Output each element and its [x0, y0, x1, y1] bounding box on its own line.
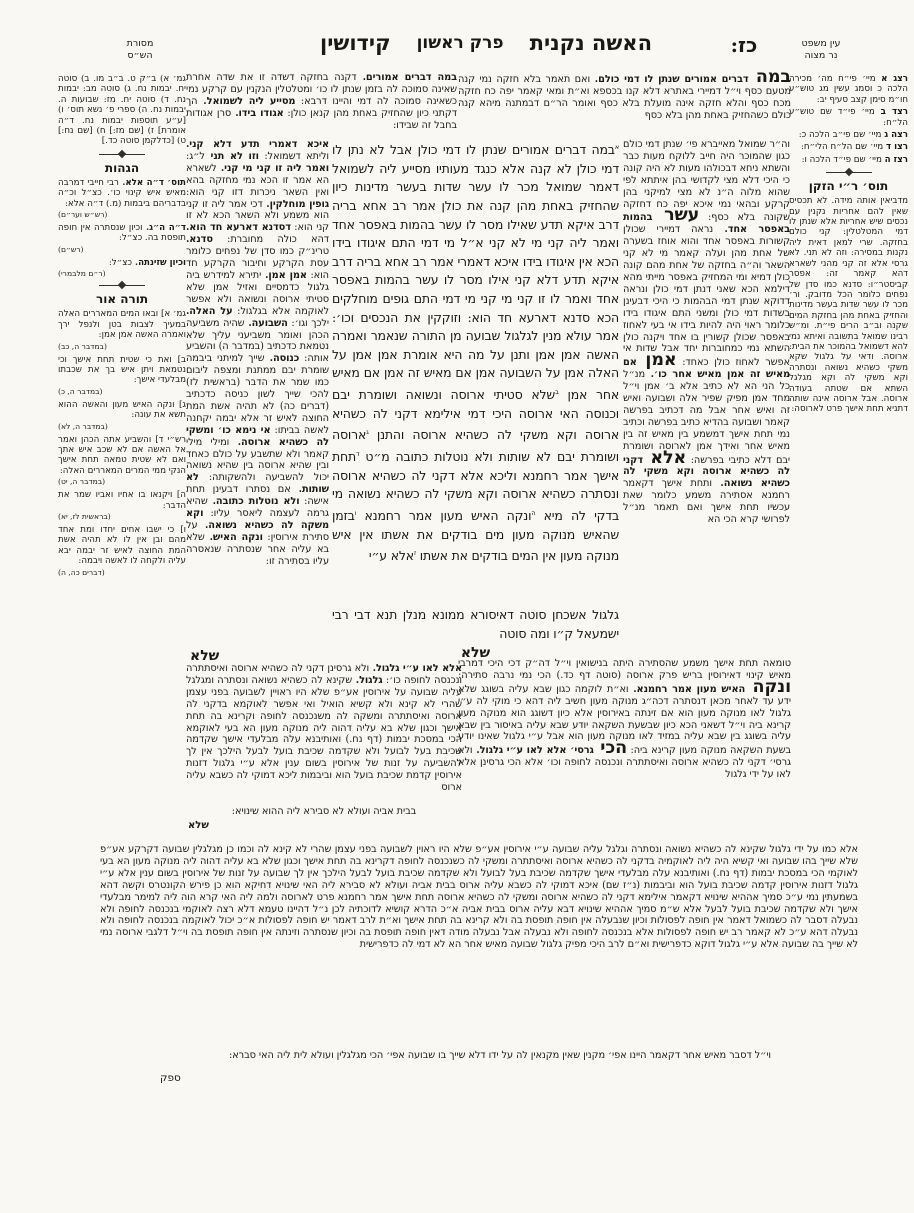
- ein-mishpat-entry: [789, 107, 908, 128]
- rashi-last-line: בבית אביה ועולא לא סבירא ליה ההוא שינויא:: [231, 806, 417, 817]
- torah-or-entry: [58, 400, 186, 431]
- torah-or-entry: [58, 490, 186, 521]
- ein-mishpat-entry: [789, 155, 908, 165]
- gemara-catchword: שלא: [460, 645, 491, 661]
- hagahot-item: [58, 223, 186, 254]
- divider-ornament: [99, 285, 145, 286]
- torah-or-entry: [58, 525, 186, 577]
- ein-mishpat-ref: רצז ה: [884, 154, 908, 165]
- ein-mishpat-text: מיי׳ פי״ד שם טוש״ע הל״ח:: [789, 107, 908, 128]
- torah-or-source: (בראשית לז, יא): [58, 511, 111, 521]
- tosafot-ri-hazaken-text: מדביאין אותה מידה. לא תכסיס שאין להם אחריות נקנין עם נכסים שיש אחריות אלא שנתן לו דמי המטלטלין: קני כולם בחזקה. שרי למאן דאית ליה נקנות במסירה: וזה לא תני. לא גרסי אלא זה קני מהני לשארא דהא קאמר זה: אפסר קביסטר״ו: סדנא כמו סדן של נפחים כלומר הכל מדובק. ור׳ מכר לו עשר שדות בעשר מדינות והחזיק באחת מהן בחזקת המים שקנה וב״ב הרים פי״ת. ומ״ש רבינו שמואל בתשובה ואיתא נמי להא דשמואל בהמוכר את הבית: ארוסה. ודאי על גלגול שקא משקי כשהיא נשואה ונסתרה וקא משקי לה וקא מגלגל השתא אם שטתה בעודה ארוסה. אבל ארוסה אינה שותה דתניא תחת אישך פרט לארוסה:: [789, 196, 908, 415]
- page-catchword: ספק: [160, 1072, 181, 1084]
- torah-or-source: (דברים כה, ה): [58, 567, 105, 577]
- tosafot-narrow-column: וה״ר שמואל מאייברא פי׳ שנתן דמי כולם כגון שהמוכר היה חייב ללוקח מעות כבר והשתא ניחא דבכולהו מעות לא היה קונה כי היכי דלא מצי לקדושי בהן איתתא לפי שהוא מלוה ה״נ לא מצי למיקני בהן קרקע ובהאי נמי איכא יפה כח דחזקה שקונה בלא כסף: עשר בהמות באפסר אחד. נראה דמיירי שכולן קשורות באפסר אחד והוא אוחז בשערה של אחת מהן ועלה קאמר מי לא קני השאר וה״ה בחזקה של אחת מהם קונה כולן דמיא ומי המחזיק באפסר מייתי מהא דילמא הכא שאני דנתן דמי כולן ונראה דדוקא שנתן דמי הבהמות כי היכי דבעינן בשדות דמי כולן ומשני התם איגודו בידו כלומר ראוי היה להיות בידו אי בעי לאחוז באפסר שכולן קשורין בו אחד ויקנה כולן השתא נמי כמחוברות יחד אבל שדות אי אפשר לאחוז כולן כאחד: אמן אם מאיש זה אמן מאיש אחר כו׳. מנ״ל כל הני הא לא כתיב אלא ב׳ אמן וי״ל מחד אמן מפיק שפיר אלה ושבועה ואיש זה ואיש אחר אבל מה דכתיב בפרשה קאמר ושבועה בהדיא כתיב בפרשה וכתיב נמי תחת אישך דמשמע בין מאיש זה בין מאיש אחר ואידך אמן לארוסה ושומרת יבם דלא כתיבי בפרשה: אלא דקני לה כשהיא ארוסה וקא משקי לה כשהיא נשואה. ותחת אישך דקאמר רחמנא אסתירה משמע כלומר שאת עכשיו תחת אישך ואם תאמר מנ״ל לפרושי קרא הכי הא: [623, 139, 790, 526]
- mesoret-hashas-text: גמ׳ א) ב״ק ט. ב״ב מו. ב) סוטה יח. יבמות נח. ג) סוטה מב: יבמות נח. ד) סוטה יח. מז: שבועות ה. יבמות נח. ה) ספרי פ׳ נשא תוס׳ ו) [ע״ע תוספות יבמות נח. ד״ה אומרת] ז) [שם מז:] ח) [שם נח:] ט) [כדלקמן סוטה כד.]: [58, 74, 186, 147]
- mesoret-hashas-label: [114, 38, 166, 61]
- ein-mishpat-text: מיי׳ פי״ח מה׳ מכירה הלכה כ וסמג עשין מג טוש״ע חו״מ סימן קצב סעיף יב:: [789, 74, 908, 105]
- hagahot-item: [58, 178, 186, 219]
- hagahot-item-text: ד״ה ה״ג. וכיון שנסתרה אין חופה תופסת בה. כצ״ל:: [58, 223, 186, 244]
- left-margin-column: [58, 74, 186, 774]
- torah-or-verse: גמ׳ א] ובאו המים המאררים האלה במעיך לצבות בטן ולנפל ירך ואמרה האשה אמן אמן:: [58, 309, 186, 341]
- torah-or-verse: ב] ואת כי שטית תחת אישך וכי נטמאת ויתן איש בך את שכבתו מבלעדי אישך:: [58, 354, 186, 386]
- torah-or-source: (במדבר ה, יט): [58, 477, 106, 487]
- ein-mishpat-entry: [789, 130, 908, 140]
- hagahot-item-source: (ר״ם מלבמרי): [58, 269, 106, 279]
- ein-mishpat-text: מיי׳ שם הל״ח הלי״ח:: [800, 142, 884, 153]
- rashi-catchword: שלא: [188, 820, 209, 831]
- hagahot-item-text: וכיון שזינתה. כצ״ל:: [108, 257, 186, 268]
- bottom-commentary-block: אלא כמו על ידי גלגול שקינא לה כשהיא נשואה ונסתרה וגלגל עליה שבועה ע״י אירוסין אע״פ שלא היו ראוין לשבועה בפני עצמן שהרי לא קינא לה וכמו כן מגלגלין שבועה דקרקע אע״פ שלא שייך בהו שבועה ואי קשיא היה ליה לאוקמיה בדקני לה כשהיא ארוסה ואיסתתרה ומשקי לה כשנכנסה לחופה דקרינא בה תחת אישך וכגון שלא בא עליה דהוה ליה מנוקה מעון הא בעי לאוקמי הכי במסכת יבמות (דף נח.) ואותיבנא עלה מבלעדי אישך שקדמה שכיבת בעל לבועל ולא שקדמה שכיבת בועל לבעל הילכך אין לך שבועה על זנות של אירוסין בשום ענין אלא ע״י גלגול דזנות אירוסין קדמה שכיבת בועל הוא וביבמות (נ״ז שם) איכא דמוקי לה כשבא עליה ארוס בבית אביה ועולא לא סבירא ליה האי שינויא דחיקא הוא כן פירש הקונטרס וקשה דהא בשמעתין נמי ע״כ סמיך אההיא שינויא דקאמר אילימא דקני לה כשהיא ארוסה ומשקי לה כשהיא ארוסה תחת אישך אמר רחמנא פרט לארוסה ולמה ליה האי קרא הוה ליה למימר מבלעדי אישך ולא שקדמה שכיבת בועל לבעל אלא ש״מ סמיך אההיא שינויא דבא עליה ארוס בבית אביה א״כ הדרא קושיא לדוכתיה לכן נ״ל דהיינו טעמא דלא רצה לאוקמי בנכנסה לחופה ולא נבעלה דסבר לה כשמואל דאמר אין חופה לפסולות וכיון שנבעלה אין חופה תופסת בה ולא קרינא בה תחת אישך וא״ת לרב דאמר יש חופה לפסולות א״כ יכול לאוקמה בנכנסה לחופה ולא נבעלה דהא ע״כ לא קאמר רב יש חופה לפסולות אלא בנכנסה לחופה ולא נבעלה אבל נבעלה מודה דאין חופה תופסת בה וכיון שנסתרה וזינתה אין חופה תופסת בה וי״ל דלגבי ארוסה נמי לא שייך בה שבועה אלא ע״י גלגול דוקא כדפרישית וא״ם לרב היכי מפיק גלגול שבועה מאיש אחר הא לא דמי לה כדפרישית: [100, 844, 858, 951]
- rashi-bottom-wide: אלא לאו ע״י גלגול. ולא גרסינן דקני לה כשהיא ארוסה ואיסתתרה ונכנסה לחופה כו׳: גלגול. שקינא לה כשהיא נשואה ונסתרה ומגלגל עליה שבועה על אירוסין אע״פ שלא היו ראויין לשבועה בפני עצמן שהרי לא קינא ולא קשיא הואיל ואי אפשר לאוקמא בדקני לה ארוסה ואיסתתרה ומשקה לה משנכנסה לחופה וקרינא בה תחת אישך וכגון שלא בא עליה דהוה ליה מנוקה מעון הא בעי לאוקמא הכי במסכת יבמות (דף נח.) ואותיבנא עלה מבלעדי אישך שקדמה שכיבת בעל לבועל ולא שקדמה שכיבת בועל לבעל הילכך אין לך להשביעה על זנות של אירוסין בשום ענין אלא ע״י גלגול דזנות אירוסין קדמת שכיבת בועל הוא וביבמות ליכא דמוקי לה כשבא עליה ארוס: [186, 663, 462, 794]
- torah-or-verse: ו] כי ישבו אחים יחדו ומת אחד מהם ובן אין לו לא תהיה אשת המת החוצה לאיש זר יבמה יבא עליה ולקחה לו לאשה ויבמה:: [58, 524, 186, 567]
- gemara-text-end: גלגול אשכחן סוטה דאיסורא ממונא מנלן תנא דבי רבי ישמעאל ק״ו ומה סוטה: [332, 607, 619, 641]
- ein-mishpat-ref: רצד ב: [880, 107, 908, 118]
- ein-mishpat-text: מיי׳ שם פי״ד הלכה ו:: [801, 154, 882, 165]
- daf-number: כז:: [730, 33, 758, 57]
- masechet-name: קידושין: [320, 30, 391, 55]
- ein-mishpat-ref: רצה ג: [884, 130, 908, 141]
- ein-mishpat-label-line1: עין משפט: [801, 38, 841, 49]
- ein-mishpat-text: מיי׳ שם פי״ב הלכה כ:: [798, 130, 882, 141]
- tosafot-bottom-wide: טומאה תחת אישך משמע שהסתירה היתה בנישואין וי״ל דה״ק דכי היכי דמרבי מאיש קינוי דאירוסין בריש פרק ארוסה (סוטה דף כד.) הכי נמי נרבה סתירה: ונקה האיש מעון אמר רחמנא. וא״ת לוקמה כגון שבא עליה בשוגג שלא ידע עד לאחר מכאן דנסתרה דכה״ג מנוקה מעון חשיב ליה דהא כי מוקי לה ע״י גלגול לאו מנוקה מעון הוא אם זינתה באירוסין אלא כיון דשוגג הוא מנוקה מעון קרינא ביה וי״ל דשאני הכא כיון שבשעת השקאה יודע שבא עליה באיסור בין שבא עליה בשוגג בין שבא עליה במזיד לאו מנוקה מעון הוא אבל ע״י גלגול שאינו יודע בשעת השקאה מנוקה מעון קרינא ביה: הכי גרסי׳ אלא לאו ע״י גלגול. ולא גרסי׳ דקני לה כשהיא ארוסה ואיסתתרה ונכנסה לחופה וכו׳ אלא הכי גרסינן אלא לאו על ידי גלגול: [458, 658, 791, 781]
- torah-or-source: (במדבר ה, כ): [58, 386, 103, 396]
- torah-or-entry: [58, 435, 186, 487]
- torah-or-source: (במדבר ה, לא): [58, 421, 108, 431]
- ein-mishpat-label: [795, 38, 847, 61]
- torah-or-verse: ג] ונקה האיש מעון והאשה ההוא תשא את עונה:: [58, 399, 186, 421]
- torah-or-verse: ה] ויקנאו בו אחיו ואביו שמר את הדבר:: [58, 490, 186, 511]
- hagahot-title: הגהות: [104, 160, 140, 175]
- page-header-title: [300, 30, 652, 55]
- bottom-last-line: וי״ל דסבר מאיש אחר דקאמר היינו אפי׳ מקנין שאין מקנאין לה על ידו דלא שייך בו שבועה אפי׳ הכי מגלגלין ועולא לית ליה האי סברא:: [229, 1050, 771, 1061]
- rashi-section-word: שלא: [190, 648, 220, 664]
- divider-ornament: [826, 172, 872, 173]
- mesoret-label-line1: מסורת: [126, 38, 154, 49]
- ein-mishpat-entry: [789, 142, 908, 152]
- hagahot-item-source: (רש״ש וער״ם): [58, 210, 108, 220]
- ein-mishpat-ref: רצו ד: [885, 142, 908, 153]
- ein-mishpat-ref: רצג א: [881, 74, 908, 84]
- chapter-name: האשה נקנית: [529, 30, 652, 55]
- torah-or-title: תורה אור: [95, 292, 149, 307]
- hagahot-item-source: (רש״ם): [58, 244, 84, 254]
- torah-or-source: (במדבר ה, כב): [58, 341, 107, 351]
- perek-number: פרק ראשון: [416, 33, 504, 53]
- ein-mishpat-entries: [789, 74, 908, 165]
- gemara-text: $^א$במה דברים אמורים שנתן לו דמי כולן אבל לא נתן לו דמי כולן לא קנה אלא כנגד מעותיו מסייע ליה לשמואל דאמר שמואל מכר לו עשר שדות בעשר מדינות כיון שהחזיק באחת מהן קנה את כולן אמר רב אחא בריה דרב איקא תדע שאילו מסר לו עשר בהמות באפסר אחד ואמר ליה קני מי לא קני א״ל מי דמי התם איגודו בידו הכא אין איגודו בידו איכא דאמרי אמר רב אחא בריה דרב איקא תדע דלא קני אילו מסר לו עשר בהמות באפסר אחד ואמר לו זו קני מי קני מי דמי התם גופים מוחלקים הכא סדנא דארעא חד הוא: וזוקקין את הנכסים וכו׳: אמר עולא מנין לגלגול שבועה מן התורה שנאמר ואמרה האשה אמן אמן ותנן על מה היא אומרת אמן אמן על האלה אמן על השבועה אמן אם מאיש זה אמן אם מאיש אחר אמן $^ב$שלא סטיתי ארוסה ונשואה ושומרת יבם וכנוסה האי ארוסה היכי דמי אילימא דקני לה כשהיא ארוסה וקא משקי לה כשהיא ארוסה והתנן $^ג$ארוסה ושומרת יבם לא שותות ולא נוטלות כתובה מ״ט $^ד$תחת אישך אמר רחמנא וליכא אלא דקני לה כשהיא ארוסה ונסתרה כשהיא ארוסה וקא משקי לה כשהיא נשואה מי בדקי לה מיא $^ה$ונקה האיש מעון אמר רחמנא $^ו$בזמן שהאיש מנוקה מעון מים בודקים את אשתו אין איש מנוקה מעון אין המים בודקים את אשתו $^ז$אלא ע״י: [332, 142, 619, 564]
- ein-mishpat-entry: [789, 74, 908, 105]
- torah-or-entry: [58, 355, 186, 396]
- rashi-narrow-column: איכא דאמרי תדע דלא קני. וליתא דשמואל: וזו לא תני ל״ג: ואמר ליה זו קני מי קני. לשארא הא אמר זו הכא נמי מחזקה בהא ואין השאר ניכרות דזו קני הוא: גופין מוחלקין. דכי אמר ליה זו קני הוא משמע ולא השאר הכא לא זו קני הוא: דסדנא דארעא חד הוא. דהא כולה מחוברת: סדנא. טרינ״ק כמו סדן של נפחים כלומר עסת הקרקע וחיבור הקרקע חד הוא: אמן אמן. יתירא למידרש ביה גלגול כדמסיים ואזיל אמן שלא סטיתי ארוסה ונשואה ולא אפשר לאוקמה אלא בגלגול: על האלה. ילכך וגו׳: השבועה. שהיה משביעה הכהן ואומר משביעני עליך שלא נטמאת כדכתיב (במדבר ה) והשביע אותה: כנוסה. שייך למיתני ביבמה שומרת יבם ממתנת ומצפה ליבום כמו שמר את הדבר (בראשית לז) להכי שייך לשון כניסה כדכתיב (דברים כה) לא תהיה אשת המת החוצה לאיש זר אלא יבמה יקחנה לאשה בביתו: אי נימא כו׳ ומשקי לה כשהיא ארוסה. ומילי מילי קאמר ולא שתשבע על כולם כאחד ובין שהיא ארוסה בין שהיא נשואה יכול להשביעה ולהשקותה: לא שותות. אם נסתרו דבעינן תחת אישה: ולא נוטלות כתובה. שהיא גרמה לעצמה ליאסר עליו: וקא משקה לה כשהיא נשואה. על סתירת אירוסין: ונקה האיש. שלא בא עליה אחר שנסתרה שנאסרה עליו בסתירה זו:: [186, 139, 329, 567]
- torah-or-verse: רש״י ד] והשביע אתה הכהן ואמר אל האשה אם לא שכב איש אתך ואם לא שטית טמאה תחת אישך הנקי ממי המרים המאררים האלה:: [58, 434, 186, 476]
- hagahot-item: [58, 258, 186, 278]
- right-margin-column: [789, 74, 908, 674]
- divider-ornament: [99, 154, 145, 155]
- ein-mishpat-label-line2: נר מצוה: [804, 49, 838, 61]
- hagahot-item-text: תוס׳ ד״ה אלא. רבי חייבי דמרבה מאיש איש קינוי כו׳. כצ״ל וכ״ה בדבריהם ביבמות (מ.) ד״ה אלא:: [58, 177, 186, 209]
- tosafot-ri-hazaken-title: תוס׳ ר״י הזקן: [808, 179, 889, 194]
- rashi-top-wide: במה דברים אמורים. דקנה בחזקה דשדה זו את שדה אחרת שאינה סמוכה לה בזמן שנתן לו כו׳ ומטלטלין הנקנין עם קרקע נמי כשאינה סמוכה לה דמי והיינו דרבא: מסייע ליה לשמואל. הך דקתני כיון שהחזיק באחת מהן קנאן כולן: אגודו בידו. סרן אגודות בחבל זה שבידו:: [186, 72, 457, 131]
- mesoret-label-line2: הש״ס: [127, 49, 153, 61]
- tosafot-top-wide: במה דברים אמורים שנתן לו דמי כולם. ואם תאמר בלא חזקה נמי קנה מטעם כסף וי״ל דמיירי באתרא דלא קנו בכספא וא״ת ומאי קאמר יפה כח חזקה מכח כסף והלא חזקה אינה מועלת בלא כסף ואומר הר״ם דבמתנה מיהא קנה כולם כשהחזיק באחת מהן בלא כסף: [458, 72, 791, 121]
- torah-or-entry: [58, 309, 186, 350]
